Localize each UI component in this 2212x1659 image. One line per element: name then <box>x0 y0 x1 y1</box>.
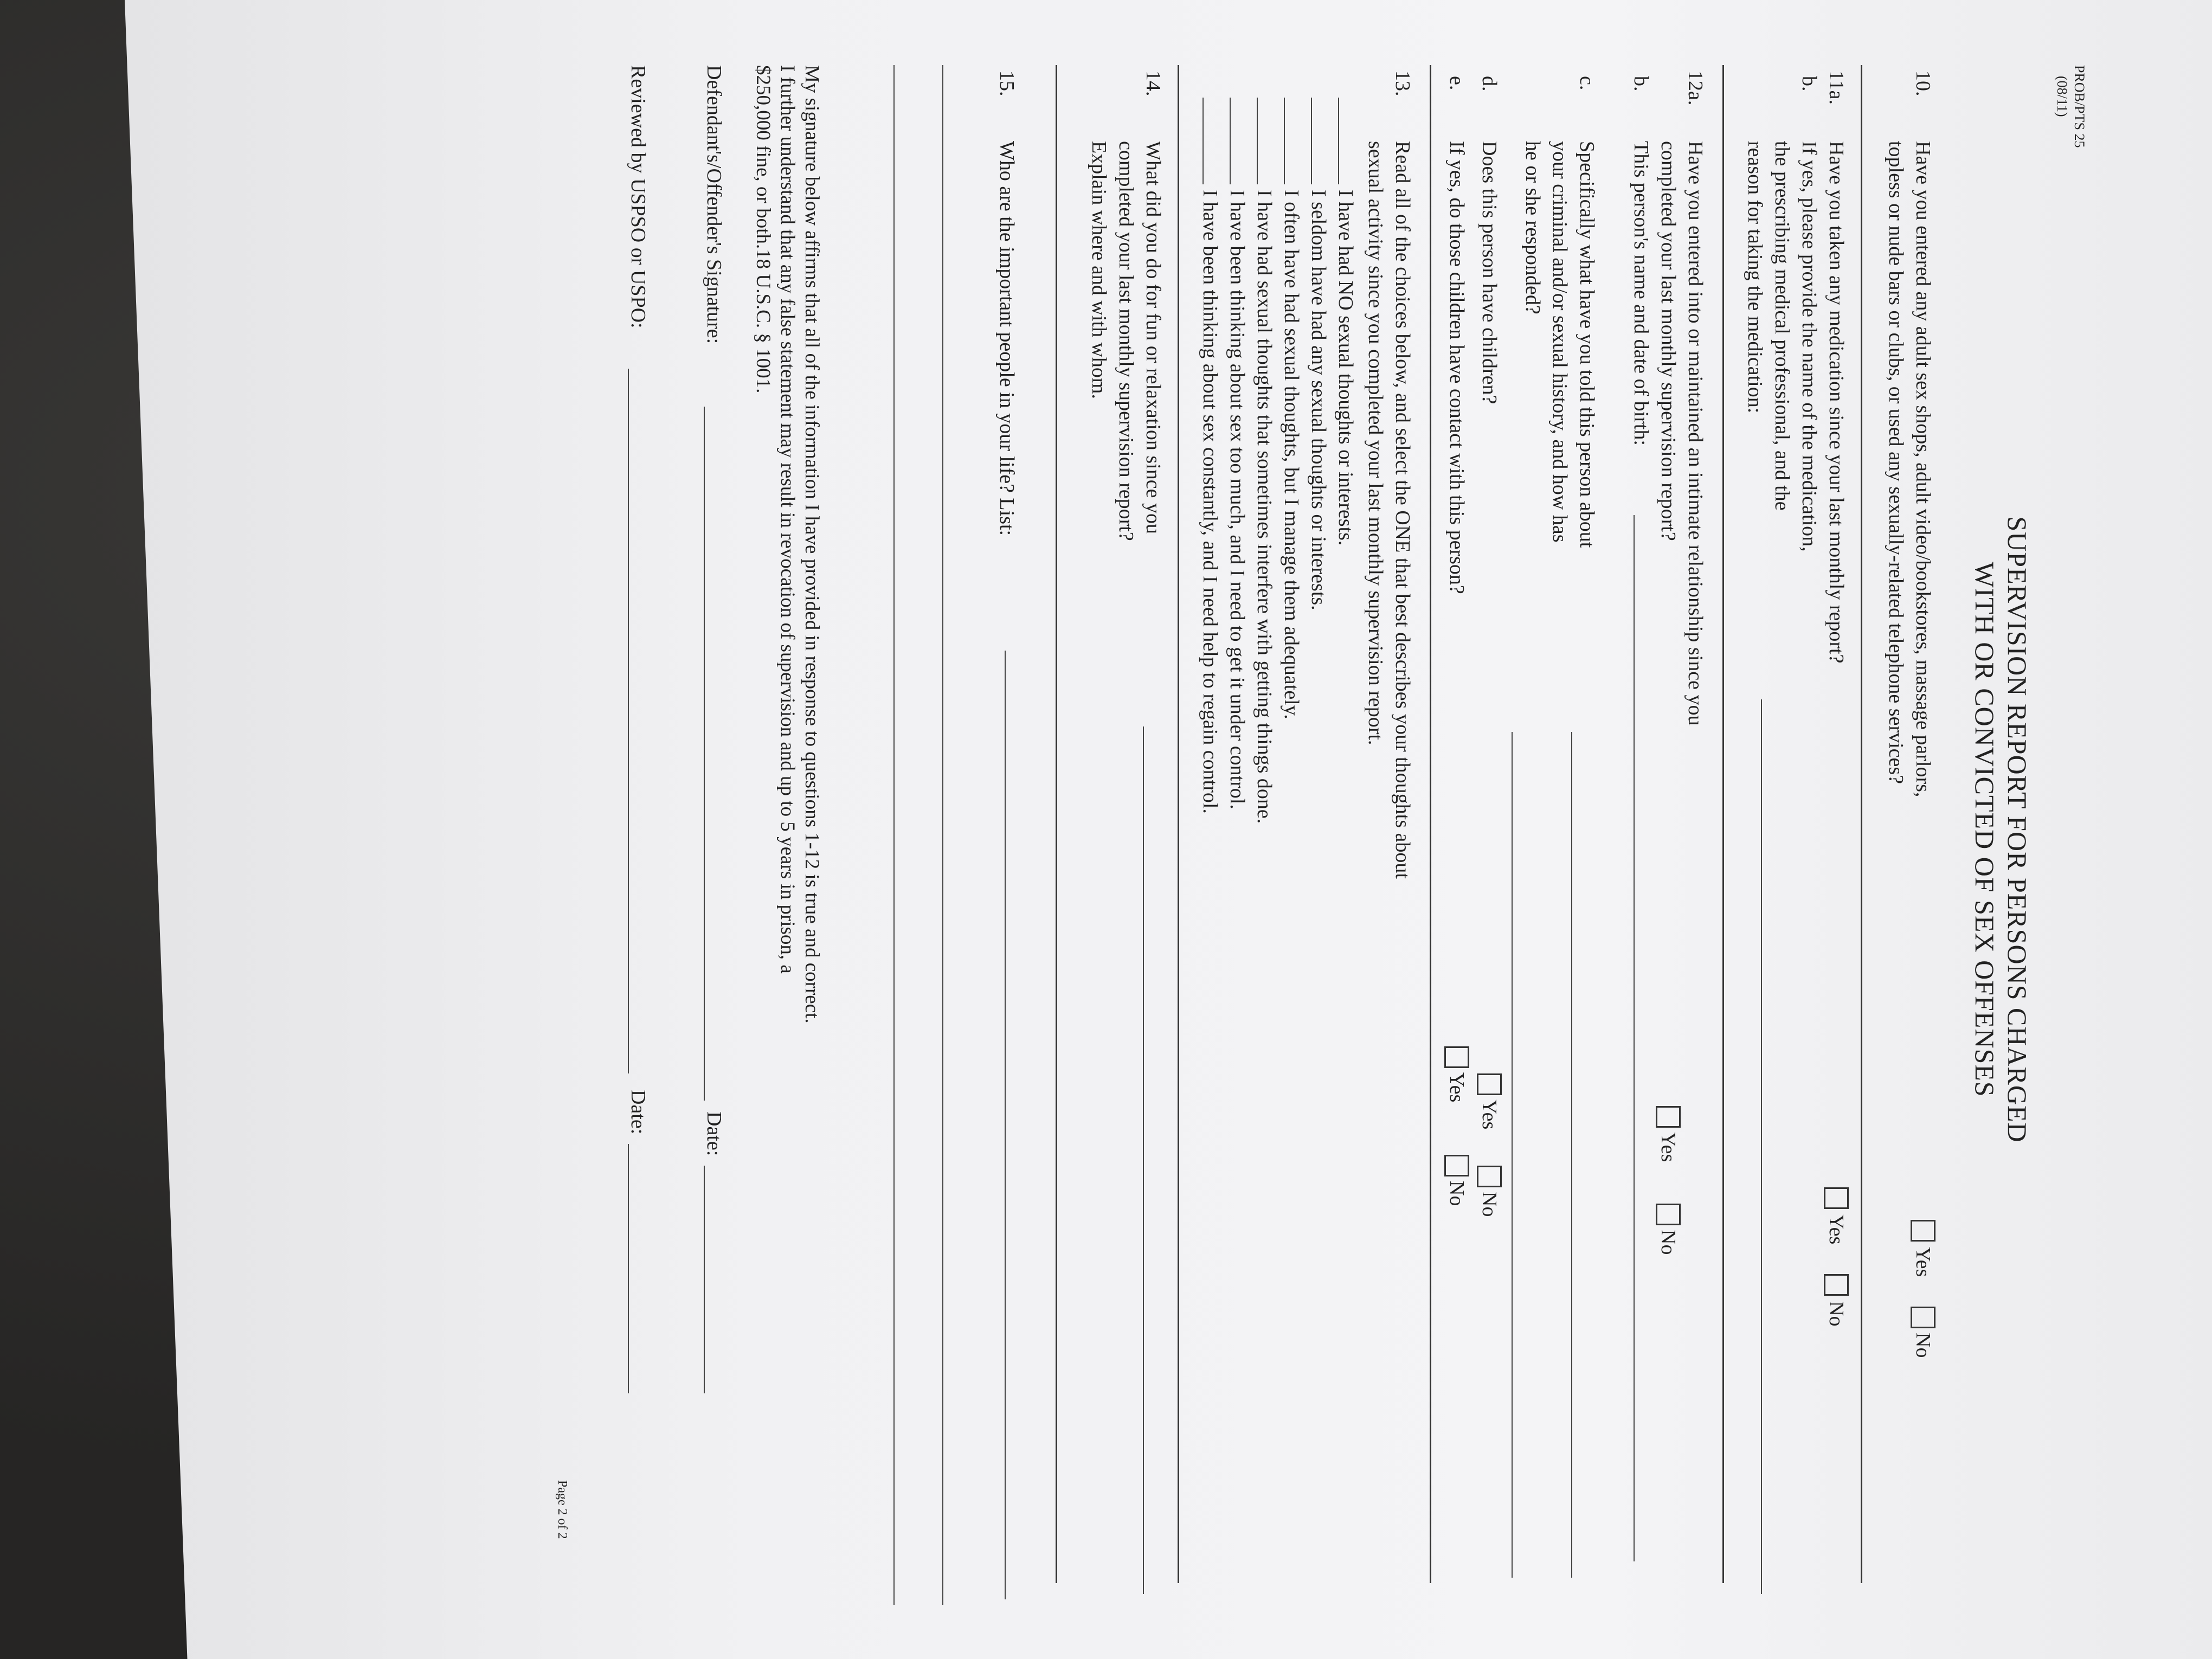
q13-text-line2: sexual activity since you completed your last monthly supervision report. <box>1364 141 1387 745</box>
q12b-number: b. <box>1630 76 1652 92</box>
q15-answer-line-3[interactable] <box>893 65 895 1605</box>
affirmation-line1: My signature below affirms that all of the information I have provided in response to questions 1-12 is true and correct. <box>801 65 823 1024</box>
q12d-text: Does this person have children? <box>1478 141 1501 404</box>
reviewer-signature-line[interactable] <box>628 369 629 1073</box>
defendant-date-line[interactable] <box>704 1166 705 1393</box>
form-title-line2: WITH OR CONVICTED OF SEX OFFENSES <box>1970 562 2000 1097</box>
q10-number: 10. <box>1912 70 1934 97</box>
divider <box>1178 65 1179 1583</box>
q11a-yes-label: Yes <box>1825 1214 1848 1245</box>
defendant-signature-line[interactable] <box>704 407 705 1101</box>
q14-answer-line[interactable] <box>1143 726 1144 1594</box>
q12a-number: 12a. <box>1684 70 1707 106</box>
q13-number: 13. <box>1391 70 1414 97</box>
q12e-number: e. <box>1445 76 1468 91</box>
q13-choice-6-blank[interactable] <box>1203 98 1204 184</box>
form-date: (08/11) <box>2054 76 2070 117</box>
defendant-signature-label: Defendant's/Offender's Signature: <box>703 65 725 344</box>
q10-no-label: No <box>1912 1333 1934 1358</box>
q14-text-line3: Explain where and with whom. <box>1088 141 1110 399</box>
q12d-no-label: No <box>1478 1192 1501 1217</box>
q13-choice-1: I have had NO sexual thoughts or interests. <box>1334 190 1357 546</box>
q12b-answer-line[interactable] <box>1634 515 1635 1561</box>
q12c-text-line2: your criminal and/or sexual history, and how has <box>1548 141 1571 543</box>
q12e-no-checkbox[interactable] <box>1444 1155 1469 1176</box>
q11a-yes-checkbox[interactable] <box>1824 1187 1849 1209</box>
q12c-text-line3: he or she responded? <box>1521 141 1544 314</box>
q15-number: 15. <box>995 70 1018 97</box>
q12e-yes-checkbox[interactable] <box>1444 1046 1469 1068</box>
reviewer-label: Reviewed by USPSO or USPO: <box>627 65 650 329</box>
q13-choice-1-blank[interactable] <box>1338 98 1339 184</box>
q14-text-line2: completed your last monthly supervision report? <box>1115 141 1137 541</box>
q10-text-line1: Have you entered any adult sex shops, adult video/bookstores, massage parlors, <box>1912 141 1934 798</box>
q12a-yes-label: Yes <box>1657 1132 1680 1162</box>
q14-number: 14. <box>1142 70 1165 97</box>
q11b-number: b. <box>1798 76 1821 92</box>
q11a-text: Have you taken any medication since your last monthly report? <box>1825 141 1848 664</box>
defendant-date-label: Date: <box>703 1111 725 1156</box>
q12a-text-line2: completed your last monthly supervision report? <box>1657 141 1680 541</box>
form-id: PROB/PTS 25 <box>2072 65 2087 148</box>
reviewer-date-label: Date: <box>627 1090 650 1135</box>
q10-yes-label: Yes <box>1912 1247 1934 1277</box>
form-page <box>76 16 2136 1643</box>
q12d-yes-checkbox[interactable] <box>1477 1073 1502 1095</box>
divider <box>1722 65 1724 1583</box>
q14-text-line1: What did you do for fun or relaxation since you <box>1142 141 1165 534</box>
q13-choice-4: I have had sexual thoughts that sometimes interfere with getting things done. <box>1253 190 1276 824</box>
q12c-answer-line-2[interactable] <box>1512 732 1513 1578</box>
q12a-yes-checkbox[interactable] <box>1656 1106 1681 1128</box>
q15-answer-line-1[interactable] <box>1005 651 1006 1599</box>
q11b-text-line3: reason for taking the medication: <box>1744 141 1766 414</box>
q11b-answer-line[interactable] <box>1761 699 1762 1594</box>
q12c-text-line1: Specifically what have you told this person about <box>1576 141 1598 548</box>
q12d-no-checkbox[interactable] <box>1477 1166 1502 1187</box>
q12a-text-line1: Have you entered into or maintained an intimate relationship since you <box>1684 141 1707 726</box>
q15-text: Who are the important people in your life? List: <box>995 141 1018 536</box>
form-title-line1: SUPERVISION REPORT FOR PERSONS CHARGED <box>2002 516 2033 1143</box>
q13-choice-2: I seldom have had any sexual thoughts or interests. <box>1307 190 1330 610</box>
q11b-text-line2: the prescribing medical professional, and the <box>1771 141 1793 511</box>
divider <box>1861 65 1862 1583</box>
q12b-text: This person's name and date of birth: <box>1630 141 1652 446</box>
page-number: Page 2 of 2 <box>555 1480 569 1539</box>
q12c-answer-line[interactable] <box>1571 732 1572 1578</box>
q12e-text: If yes, do those children have contact with this person? <box>1445 141 1468 594</box>
q12a-no-label: No <box>1657 1230 1680 1255</box>
reviewer-date-line[interactable] <box>628 1144 629 1393</box>
q11b-text-line1: If yes, please provide the name of the medication, <box>1798 141 1821 552</box>
q13-choice-5: I have been thinking about sex too much, and I need to get it under control. <box>1226 190 1249 809</box>
q10-no-checkbox[interactable] <box>1911 1307 1935 1328</box>
q13-choice-3: I often have had sexual thoughts, but I manage them adequately. <box>1280 190 1303 719</box>
divider <box>1056 65 1057 1583</box>
q12d-number: d. <box>1478 76 1501 92</box>
q11a-no-checkbox[interactable] <box>1824 1274 1849 1296</box>
q10-yes-checkbox[interactable] <box>1911 1220 1935 1242</box>
q12c-number: c. <box>1576 76 1598 91</box>
q10-text-line2: topless or nude bars or clubs, or used any sexually-related telephone services? <box>1885 141 1907 785</box>
q13-choice-2-blank[interactable] <box>1311 98 1312 184</box>
q13-choice-3-blank[interactable] <box>1284 98 1285 184</box>
q12d-yes-label: Yes <box>1478 1099 1501 1130</box>
divider <box>1430 65 1431 1583</box>
q15-answer-line-2[interactable] <box>942 65 943 1605</box>
q13-text-line1: Read all of the choices below, and select the ONE that best describes your thoughts about <box>1391 141 1414 879</box>
affirmation-line3: $250,000 fine, or both.18 U.S.C. § 1001. <box>752 65 774 394</box>
q11a-no-label: No <box>1825 1301 1848 1327</box>
affirmation-line2: I further understand that any false statement may result in revocation of supervision and up to 5 years in prison, a <box>776 65 799 974</box>
q12e-yes-label: Yes <box>1445 1072 1468 1103</box>
q12a-no-checkbox[interactable] <box>1656 1204 1681 1225</box>
q13-choice-6: I have been thinking about sex constantly, and I need help to regain control. <box>1199 190 1221 814</box>
q11a-number: 11a. <box>1825 70 1848 105</box>
q12e-no-label: No <box>1445 1181 1468 1206</box>
q13-choice-5-blank[interactable] <box>1230 98 1231 184</box>
q13-choice-4-blank[interactable] <box>1257 98 1258 184</box>
